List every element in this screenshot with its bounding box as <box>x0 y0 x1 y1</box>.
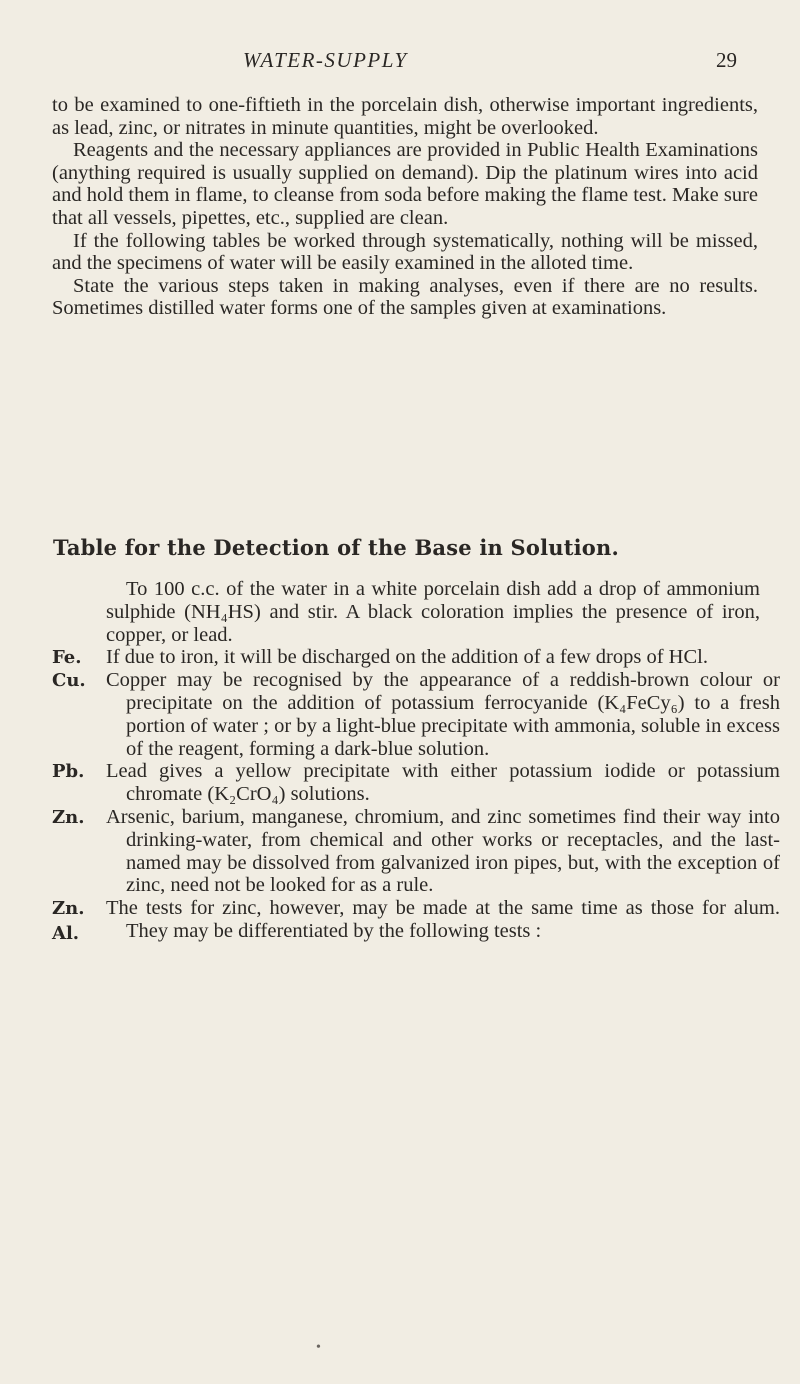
table-entry-iron <box>0 646 800 669</box>
entry-symbol: Cu. <box>52 670 86 692</box>
stray-print-mark: • <box>316 1340 321 1355</box>
entry-text: If due to iron, it will be discharged on the addition of a few drops of HCl. <box>106 646 708 669</box>
entry-symbol: Zn. <box>52 806 85 828</box>
intro-paragraph-1: to be examined to one-fiftieth in the porcelain dish, otherwise important ingredients, as lead, zinc, or nitrates in minute quantities, might be overlooked. <box>52 94 758 139</box>
entry-symbol: Pb. <box>52 761 85 783</box>
intro-text <box>52 94 758 320</box>
table-entry-lead <box>0 760 800 806</box>
detection-table <box>0 578 800 943</box>
entry-symbol-group <box>52 898 85 944</box>
running-title: WATER-SUPPLY <box>243 48 408 72</box>
entry-text: Arsenic, barium, manganese, chromium, and zinc sometimes find their way into drinking-water, from chemical and other works or receptacles, and the last-named may be dissolved from galvanized iron pipes, but, with the exception of zinc, need not be looked for as a rule. <box>106 805 780 897</box>
intro-paragraph-2: Reagents and the necessary appliances are provided in Public Health Examinations (anything required is usually supplied on demand). Dip the platinum wires into acid and hold them in flame, to cleanse from soda before making the flame test. Make sure that all vessels, pipettes, etc., supplied are clean. <box>52 139 758 229</box>
entry-text: Copper may be recognised by the appearance of a reddish-brown colour or precipitate on the addition of potassium ferrocyanide (K₄FeCy₆) to a fresh portion of water ; or by a light-blue precipitate with ammonia, soluble in excess of the reagent, forming a dark-blue solution. <box>106 669 780 760</box>
table-heading: Table for the Detection of the Base in Solution. <box>53 535 619 560</box>
intro-paragraph-3: If the following tables be worked through systematically, nothing will be missed, and the specimens of water will be easily examined in the alloted time. <box>52 229 758 275</box>
entry-symbol-secondary: Al. <box>52 923 80 945</box>
entry-symbol: Fe. <box>52 647 82 669</box>
table-entry-zinc <box>0 806 800 897</box>
entry-text: Lead gives a yellow precipitate with either potassium iodide or potassium chromate (K₂CrO₄) solutions. <box>106 760 780 806</box>
entry-text: The tests for zinc, however, may be made at the same time as those for alum. They may be differentiated by the following tests : <box>106 897 780 942</box>
entry-symbol: Zn. <box>52 898 85 920</box>
table-entry-copper <box>0 669 800 760</box>
intro-paragraph-4: State the various steps taken in making analyses, even if there are no results. Sometimes distilled water forms one of the samples given at examinations. <box>52 274 758 320</box>
table-entry-zinc-alum <box>0 897 800 943</box>
table-lead-paragraph: To 100 c.c. of the water in a white porcelain dish add a drop of ammonium sulphide (NH₄HS) and stir. A black coloration implies the presence of iron, copper, or lead. <box>106 578 760 646</box>
running-head <box>0 48 800 74</box>
page-number: 29 <box>716 48 737 72</box>
